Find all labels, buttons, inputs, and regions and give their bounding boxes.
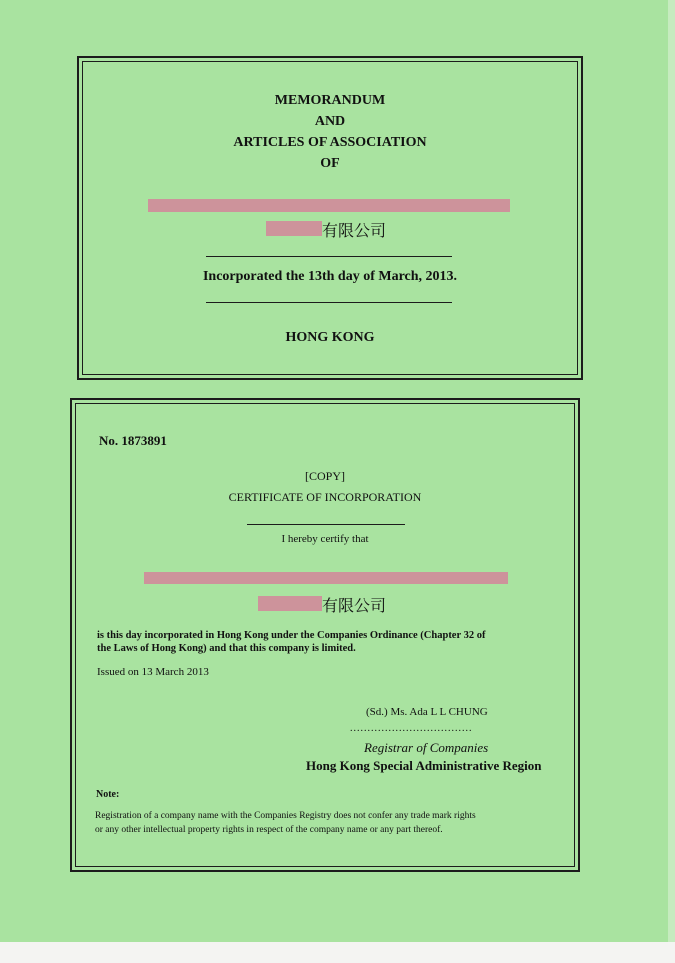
redacted-company-name (144, 572, 508, 584)
scan-margin (0, 942, 675, 963)
incorporation-date: Incorporated the 13th day of March, 2013. (202, 269, 458, 284)
note-label: Note: (96, 789, 120, 800)
redacted-company-name-cn (266, 221, 322, 236)
memorandum-title: MEMORANDUM (274, 93, 386, 108)
memorandum-of: OF (320, 156, 340, 171)
divider-top (206, 256, 452, 257)
incorporation-statement-line1: is this day incorporated in Hong Kong under the Companies Ordinance (Chapter 32 of (97, 630, 486, 641)
company-name-cn: 有限公司 (322, 221, 387, 240)
company-name-cn: 有限公司 (322, 596, 387, 615)
articles-title: ARTICLES OF ASSOCIATION (233, 135, 427, 150)
copy-label: [COPY] (304, 469, 345, 483)
redacted-company-name (148, 199, 510, 212)
issue-date: Issued on 13 March 2013 (97, 666, 209, 678)
incorporation-statement-line2: the Laws of Hong Kong) and that this company is limited. (97, 643, 356, 654)
signature-line: ................................... (350, 723, 473, 734)
note-line1: Registration of a company name with the Companies Registry does not confer any trade mark rights (95, 811, 476, 821)
certificate-divider (247, 524, 405, 525)
divider-bottom (206, 302, 452, 303)
memorandum-and: AND (314, 114, 346, 129)
redacted-company-name-cn (258, 596, 322, 611)
signatory: (Sd.) Ms. Ada L L CHUNG (366, 706, 488, 718)
certificate-title: CERTIFICATE OF INCORPORATION (228, 490, 422, 504)
note-line2: or any other intellectual property rights in respect of the company name or any part thereof. (95, 825, 443, 835)
registrar-title: Registrar of Companies (364, 740, 489, 755)
scan-edge (668, 0, 675, 942)
certificate-number: No. 1873891 (99, 433, 167, 448)
region-name: Hong Kong Special Administrative Region (306, 758, 542, 773)
certify-text: I hereby certify that (281, 533, 369, 545)
place-hong-kong: HONG KONG (285, 330, 375, 345)
